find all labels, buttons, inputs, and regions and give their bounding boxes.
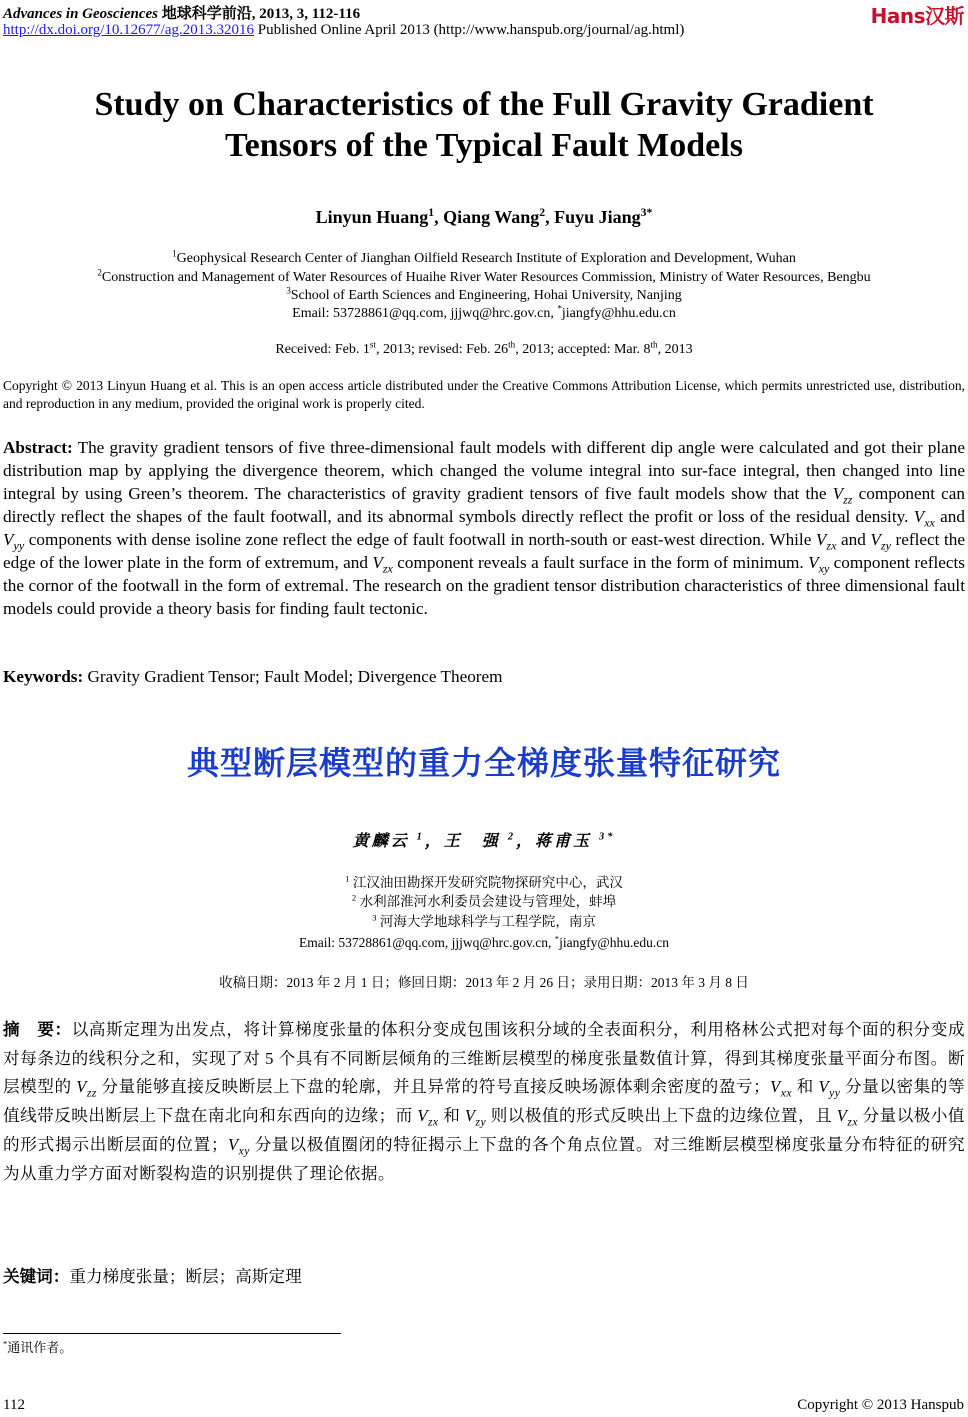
footer-copyright: Copyright © 2013 Hanspub [797, 1397, 964, 1413]
abstract-cn: 摘 要：以高斯定理为出发点，将计算梯度张量的体积分变成包围该积分域的全表面积分，利用格林公式把对每个面的积分变成对每条边的线积分之和，实现了对 5 个具有不同断层倾角的三维断层模型的梯度张量数值计算，得到其梯度张量平面分布图。断层模型的 $V_{zz}$ 分量能够直接反映断层上下盘的轮廓，并且异常的符号直接反映场源体剩余密度的盈亏；$V_{xx}$ 和 $V_{yy}$ 分量以密集的等值线带反映出断层上下盘在南北向和东西向的边缘；而 $V_{zx}$ 和 $V_{zy}$ 则以极值的形式反映出上下盘的边缘位置，且 $V_{zx}$ 分量以极小值的形式揭示出断层面的位置；$V_{xy}$ 分量以极值圈闭的特征揭示上下盘的各个角点位置。对三维断层模型梯度张量分布特征的研究为从重力学方面对断裂构造的识别提供了理论依据。 [3, 1020, 965, 1183]
footnote-divider [3, 1333, 341, 1334]
abstract-en: Abstract: The gravity gradient tensors of five three-dimensional fault models with different dip angle were calculated and got their plane distribution map by applying the divergence theorem, which changed the volume integral into sur-face integral, then changed into line integral by using Green’s theorem. The characteristics of gravity gradient tensors of five fault models show that the $V_{zz}$ component can directly reflect the shapes of the fault footwall, and its abnormal symbols directly reflect the profit or loss of the residual density. $V_{xx}$ and $V_{yy}$ components with dense isoline zone reflect the edge of fault footwall in north-south or east-west direction. While $V_{zx}$ and $V_{zy}$ reflect the edge of the lower plate in the form of extremum, and $V_{zx}$ component reveals a fault surface in the form of minimum. $V_{xy}$ component reflects the cornor of the footwall in the form of extremal. The research on the gradient tensor distribution characteristics of three dimensional fault models could provide a theory basis for finding fault tectonic. [3, 438, 966, 618]
affiliation-cn-1: $^1$ 江汉油田勘探开发研究院物探研究中心，武汉 [345, 873, 623, 890]
affiliation-cn-2: $^2$ 水利部淮河水利委员会建设与管理处，蚌埠 [351, 892, 617, 909]
doi-link[interactable]: http://dx.doi.org/10.12677/ag.2013.32016 [3, 22, 254, 38]
keywords-label: Keywords: [3, 667, 84, 686]
paper-title: Study on Characteristics of the Full Gravity Gradient Tensors of the Typical Fault Models [94, 86, 874, 164]
page-number: 112 [3, 1397, 25, 1413]
submission-dates: Received: Feb. 1st, 2013; revised: Feb. 26th, 2013; accepted: Mar. 8th, 2013 [275, 339, 693, 357]
paper-title-cn: 典型断层模型的重力全梯度张量特征研究 [186, 744, 781, 782]
email-line: Email: 53728861@qq.com, jjjwq@hrc.gov.cn, *jiangfy@hhu.edu.cn [292, 303, 676, 321]
abstract-label: Abstract: [3, 438, 73, 457]
affiliation-2: $^2$Construction and Management of Water Resources of Huaihe River Water Resources Commission, Ministry of Water Resources, Bengbu [97, 267, 871, 285]
author-list-cn: 黄麟云 $^1$，王 强 $^2$，蒋甫玉 $^{3*}$ [352, 831, 616, 850]
abstract-label-cn: 摘 要： [3, 1020, 72, 1039]
hanspub-logo: Hans汉斯 [870, 4, 964, 28]
doi-line: http://dx.doi.org/10.12677/ag.2013.32016 Published Online April 2013 (http://www.hanspub.org/journal/ag.html) [3, 22, 685, 38]
keywords-label-cn: 关键词： [3, 1267, 70, 1286]
keywords-cn: 关键词：重力梯度张量；断层；高斯定理 [3, 1267, 302, 1286]
corresponding-author-footnote: *通讯作者。 [3, 1338, 73, 1355]
affiliation-cn-3: $^3$ 河海大学地球科学与工程学院，南京 [372, 912, 596, 929]
author-list: Linyun Huang$^1$, Qiang Wang$^2$, Fuyu Jiang$^{3*}$ [315, 206, 653, 227]
affiliation-3: $^3$School of Earth Sciences and Engineering, Hohai University, Nanjing [286, 285, 682, 303]
keywords-en: Keywords: Gravity Gradient Tensor; Fault Model; Divergence Theorem [3, 667, 503, 686]
email-line-cn: Email: 53728861@qq.com, jjjwq@hrc.gov.cn, *jiangfy@hhu.edu.cn [299, 933, 669, 950]
affiliation-1: $^1$Geophysical Research Center of Jianghan Oilfield Research Institute of Exploration and Development, Wuhan [172, 248, 796, 266]
submission-dates-cn: 收稿日期：2013 年 2 月 1 日；修回日期：2013 年 2 月 26 日；录用日期：2013 年 3 月 8 日 [219, 975, 749, 990]
journal-name: Advances in Geosciences 地球科学前沿, 2013, 3, 112-116 [3, 6, 361, 22]
copyright-notice: Copyright © 2013 Linyun Huang et al. This is an open access article distributed under the Creative Commons Attribution License, which permits unrestricted use, distribution, and reproduction in any medium, provided the original work is properly cited. [3, 378, 965, 411]
